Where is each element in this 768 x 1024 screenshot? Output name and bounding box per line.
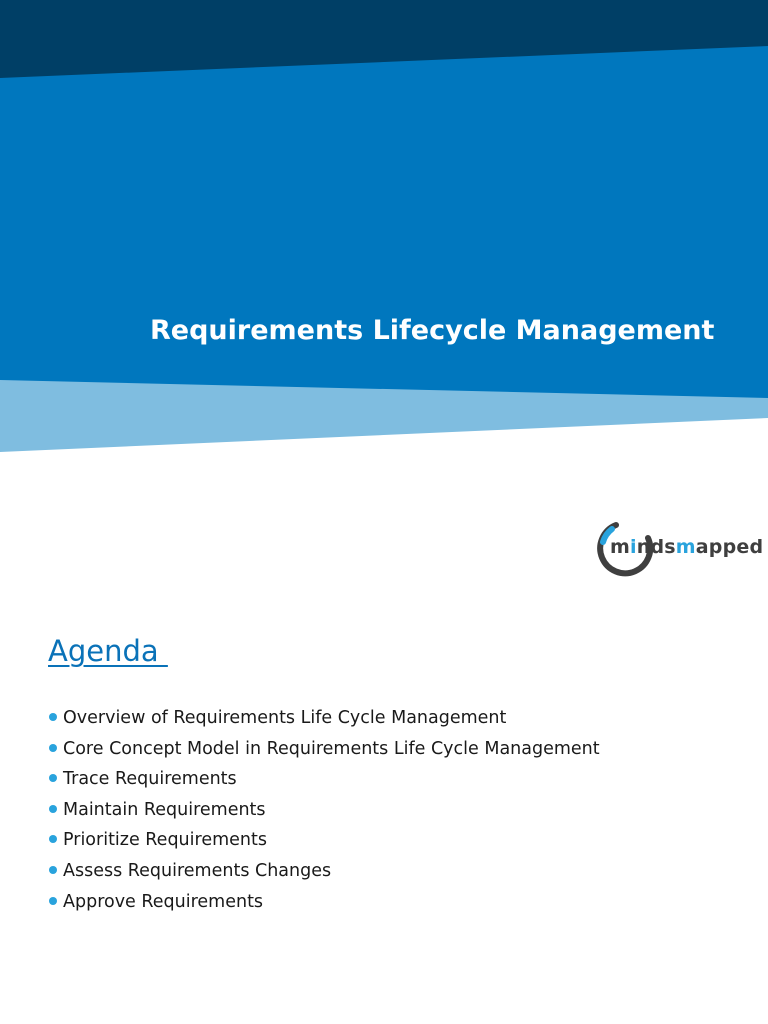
round-bullet-icon <box>49 866 57 874</box>
round-bullet-icon <box>49 744 57 752</box>
agenda-item <box>48 857 600 888</box>
agenda-item-text: Maintain Requirements <box>63 799 266 820</box>
round-bullet-icon <box>49 774 57 782</box>
logo-letter-i: i <box>630 536 637 558</box>
logo-letters-nds: nds <box>636 536 676 558</box>
agenda-item-text: Approve Requirements <box>63 891 264 912</box>
agenda-item <box>48 765 600 796</box>
logo-letter-m2: m <box>675 536 696 558</box>
agenda-item-text: Core Concept Model in Requirements Life Cycle Management <box>63 738 600 759</box>
agenda-item <box>48 735 600 766</box>
agenda-item-text: Trace Requirements <box>63 769 237 790</box>
round-bullet-icon <box>49 835 57 843</box>
agenda-item <box>48 704 600 735</box>
agenda-item-text: Prioritize Requirements <box>63 830 267 851</box>
logo-letters-apped: apped <box>695 536 764 558</box>
logo-wordmark <box>610 533 763 561</box>
header-banner <box>0 0 768 460</box>
logo-letter-m1: m <box>610 536 630 558</box>
agenda-heading: Agenda <box>48 634 168 668</box>
agenda-item-text: Overview of Requirements Life Cycle Management <box>63 708 507 728</box>
round-bullet-icon <box>49 897 57 905</box>
agenda-item <box>48 826 600 857</box>
agenda-item-text: Assess Requirements Changes <box>63 860 332 881</box>
slide-title: Requirements Lifecycle Management <box>150 315 715 346</box>
mindsmapped-logo <box>594 518 766 580</box>
agenda-list <box>48 704 600 918</box>
agenda-item <box>48 796 600 827</box>
round-bullet-icon <box>49 713 57 721</box>
round-bullet-icon <box>49 805 57 813</box>
agenda-item <box>48 888 600 919</box>
